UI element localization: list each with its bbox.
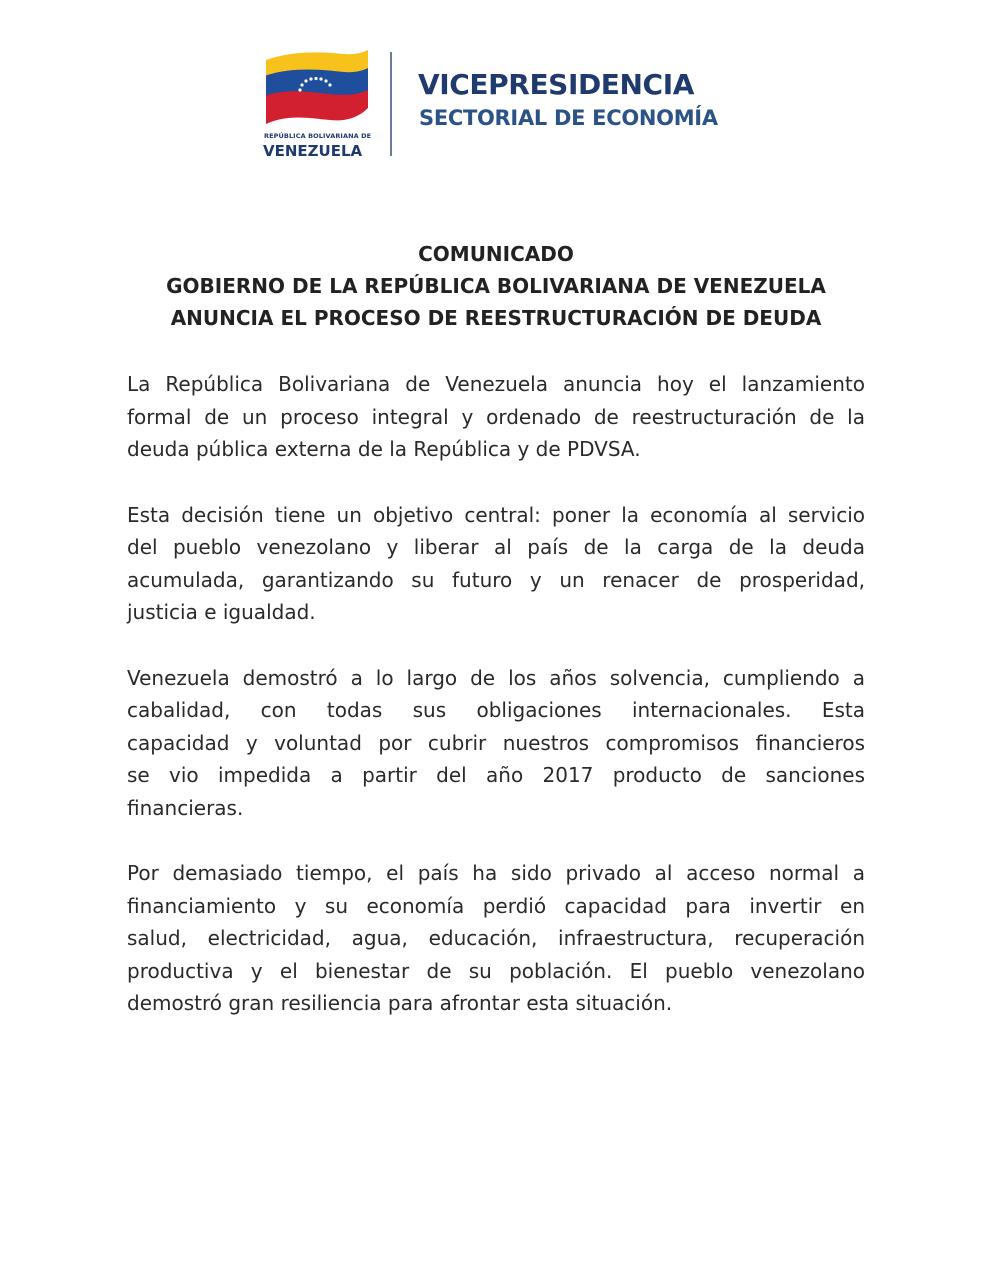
venezuela-logo xyxy=(262,50,372,160)
text-line: La República Bolivariana de Venezuela anuncia hoy el lanzamiento xyxy=(127,372,865,396)
text-line: productiva y el bienestar de su población. El pueblo venezolano xyxy=(127,958,865,983)
paragraph xyxy=(127,499,865,629)
paragraph xyxy=(127,662,865,825)
text-line: Por demasiado tiempo, el país ha sido privado al acceso normal a xyxy=(127,861,865,885)
text-line: del pueblo venezolano y liberar al país de la carga de la deuda xyxy=(127,535,865,559)
title-line-2: GOBIERNO DE LA REPÚBLICA BOLIVARIANA DE VENEZUELA xyxy=(166,274,826,298)
text-line: Venezuela demostró a lo largo de los años solvencia, cumpliendo a xyxy=(127,665,865,690)
text-line: financieras. xyxy=(127,795,244,820)
title-line-1: COMUNICADO xyxy=(418,242,574,266)
text-line: capacidad y voluntad por cubrir nuestros compromisos financieros xyxy=(127,730,865,755)
text-line: acumulada, garantizando su futuro y un renacer de prosperidad, xyxy=(127,567,865,592)
country-name: VENEZUELA xyxy=(263,142,363,160)
flag-red-band xyxy=(264,90,368,128)
text-line: cabalidad, con todas sus obligaciones internacionales. Esta xyxy=(127,698,865,722)
document-title xyxy=(100,238,892,334)
header-divider xyxy=(390,52,392,156)
text-line: se vio impedida a partir del año 2017 producto de sanciones xyxy=(127,763,865,787)
text-line: justicia e igualdad. xyxy=(127,600,316,624)
org-title: VICEPRESIDENCIA xyxy=(418,68,694,101)
text-line: formal de un proceso integral y ordenado de reestructuración de la xyxy=(127,404,865,429)
letterhead xyxy=(262,46,742,162)
text-line: deuda pública externa de la República y de PDVSA. xyxy=(127,437,641,461)
paragraph xyxy=(127,857,865,1020)
text-line: financiamiento y su economía perdió capacidad para invertir en xyxy=(127,893,865,918)
org-subtitle: SECTORIAL DE ECONOMÍA xyxy=(419,106,718,130)
paragraph xyxy=(127,368,865,466)
text-line: salud, electricidad, agua, educación, infraestructura, recuperación xyxy=(127,926,865,950)
text-line: demostró gran resiliencia para afrontar esta situación. xyxy=(127,991,673,1015)
country-small-caption: REPÚBLICA BOLIVARIANA DE xyxy=(264,132,372,140)
document-body xyxy=(127,368,865,1053)
venezuela-flag-icon xyxy=(264,50,368,128)
title-line-3: ANUNCIA EL PROCESO DE REESTRUCTURACIÓN DE DEUDA xyxy=(170,306,822,330)
text-line: Esta decisión tiene un objetivo central: poner la economía al servicio xyxy=(127,502,865,527)
